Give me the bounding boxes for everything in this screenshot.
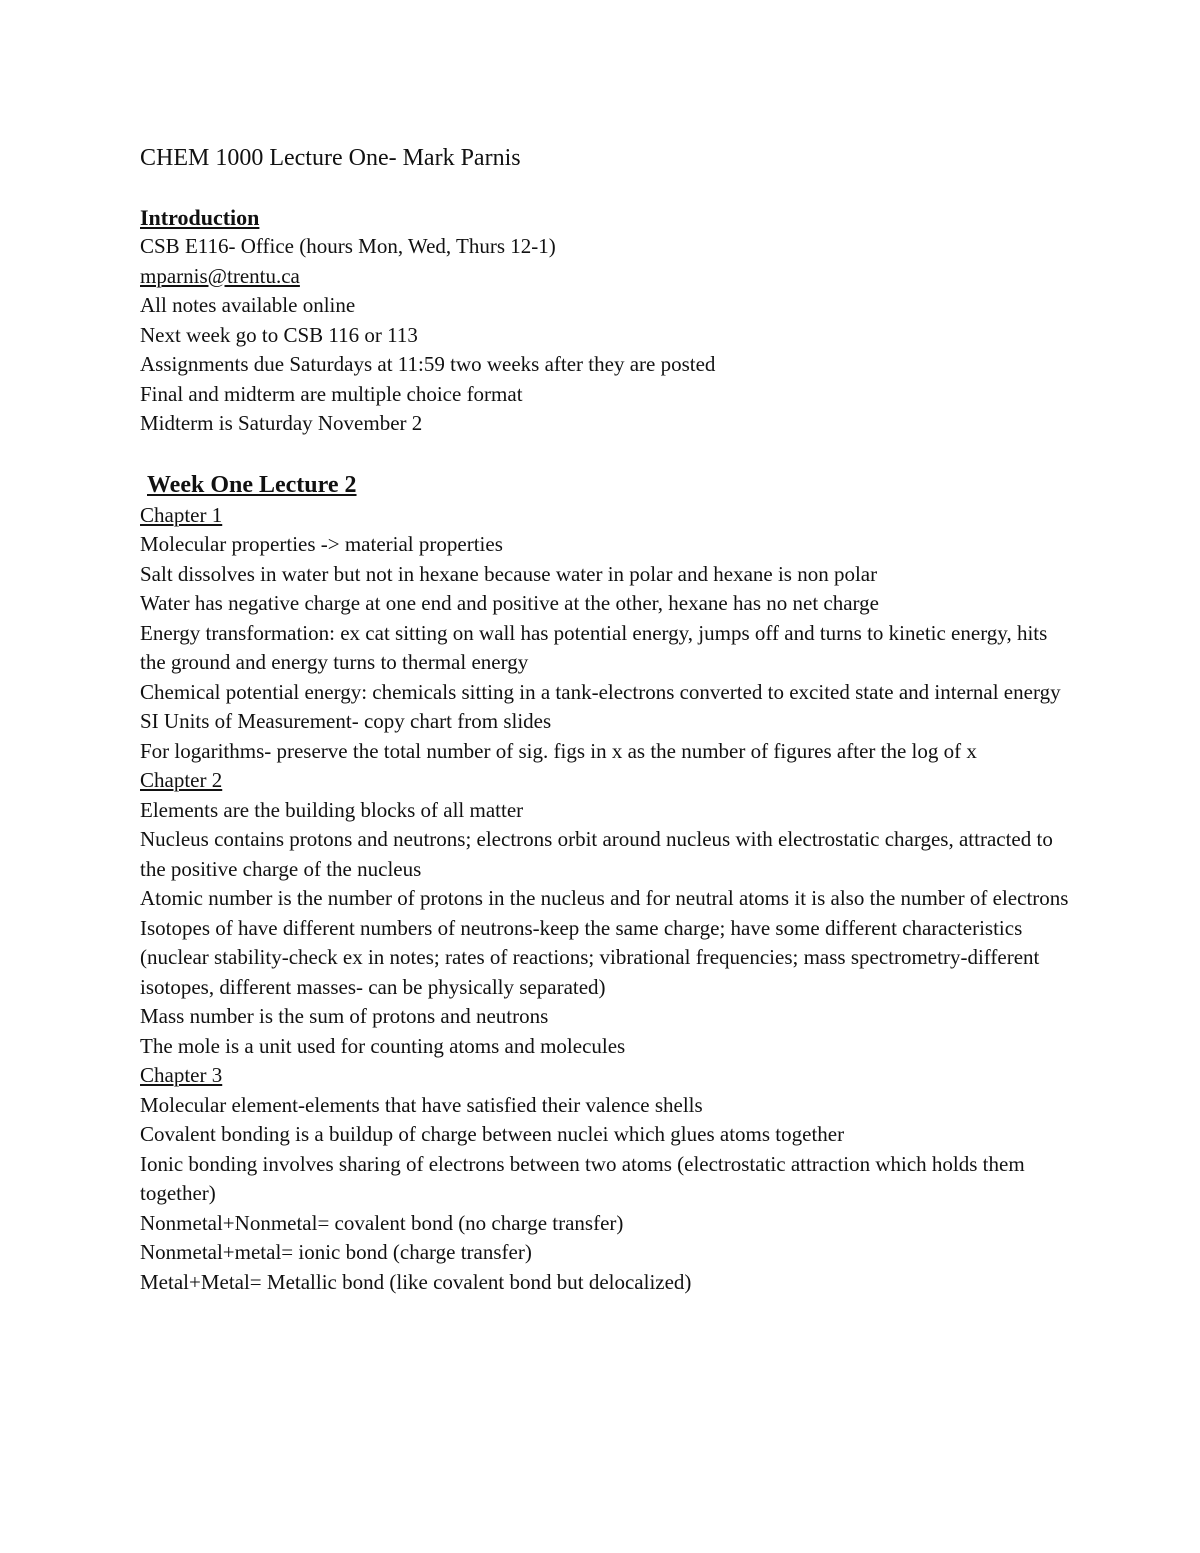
chapter-2-heading: Chapter 2 bbox=[140, 768, 223, 792]
list-item: Molecular element-elements that have satisfied their valence shells bbox=[140, 1092, 703, 1117]
list-item: Mass number is the sum of protons and neutrons bbox=[140, 1004, 549, 1028]
list-item: Nonmetal+Nonmetal= covalent bond (no charge transfer) bbox=[140, 1210, 624, 1235]
chapter-1-heading: Chapter 1 bbox=[140, 502, 223, 527]
list-item: Metal+Metal= Metallic bond (like covalent bond but delocalized) bbox=[140, 1269, 692, 1294]
assignments-line: Assignments due Saturdays at 11:59 two weeks after they are posted bbox=[140, 352, 716, 376]
list-item: Ionic bonding involves sharing of electrons between two atoms (electrostatic attraction which holds them together) bbox=[140, 1151, 1025, 1205]
chapter-3-heading: Chapter 3 bbox=[140, 1063, 223, 1087]
list-item: Nonmetal+metal= ionic bond (charge transfer) bbox=[140, 1240, 532, 1264]
document-title: CHEM 1000 Lecture One- Mark Parnis bbox=[140, 145, 521, 171]
list-item: Covalent bonding is a buildup of charge between nuclei which glues atoms together bbox=[140, 1122, 845, 1146]
next-week-line: Next week go to CSB 116 or 113 bbox=[140, 322, 418, 347]
list-item: Nucleus contains protons and neutrons; electrons orbit around nucleus with electrostatic charges, attracted to the positive charge of the nucleus bbox=[140, 827, 1053, 881]
email-link[interactable]: mparnis@trentu.ca bbox=[140, 263, 300, 288]
list-item: Energy transformation: ex cat sitting on wall has potential energy, jumps off and turns to kinetic energy, hits the ground and energy turns to thermal energy bbox=[140, 620, 1048, 674]
exam-format-line: Final and midterm are multiple choice format bbox=[140, 381, 523, 406]
list-item: Elements are the building blocks of all matter bbox=[140, 797, 524, 822]
list-item: The mole is a unit used for counting atoms and molecules bbox=[140, 1033, 626, 1058]
list-item: SI Units of Measurement- copy chart from slides bbox=[140, 709, 552, 733]
list-item: Water has negative charge at one end and positive at the other, hexane has no net charge bbox=[140, 591, 879, 615]
office-hours-line: CSB E116- Office (hours Mon, Wed, Thurs 12-1) bbox=[140, 234, 556, 258]
midterm-date-line: Midterm is Saturday November 2 bbox=[140, 411, 423, 435]
week-one-heading: Week One Lecture 2 bbox=[147, 471, 357, 498]
list-item: For logarithms- preserve the total number of sig. figs in x as the number of figures after the log of x bbox=[140, 738, 977, 763]
notes-line: All notes available online bbox=[140, 293, 356, 317]
list-item: Salt dissolves in water but not in hexane because water in polar and hexane is non polar bbox=[140, 561, 878, 586]
list-item: Molecular properties -> material properties bbox=[140, 532, 503, 556]
list-item: Atomic number is the number of protons in the nucleus and for neutral atoms it is also the number of electrons bbox=[140, 886, 1069, 910]
document-page bbox=[140, 138, 1070, 1297]
list-item: Isotopes of have different numbers of neutrons-keep the same charge; have some different characteristics (nuclear stability-check ex in notes; rates of reactions; vibrational frequencies; mass spectrometry-different isotopes, different masses- can be physically separated) bbox=[140, 915, 1040, 999]
list-item: Chemical potential energy: chemicals sitting in a tank-electrons converted to excited state and internal energy bbox=[140, 679, 1061, 704]
introduction-heading: Introduction bbox=[140, 205, 260, 230]
